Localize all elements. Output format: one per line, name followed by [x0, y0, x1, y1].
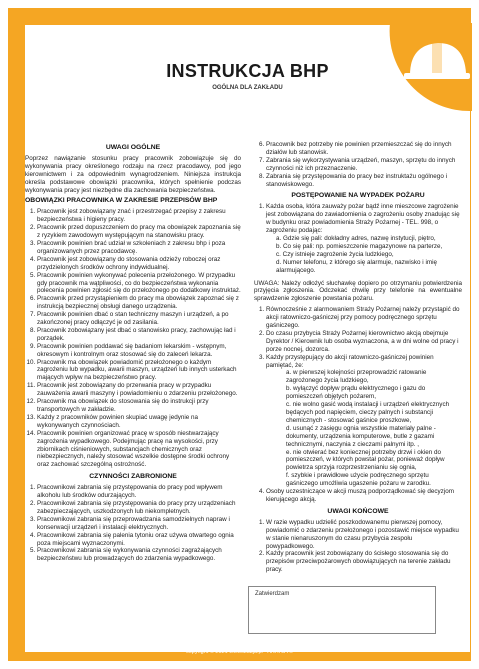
list-item: 1. Równocześnie z alarmowaniem Straży Pożarnej należy przystąpić do akcji ratowniczo-gaśniczej przy pomocy podręcznego sprzętu gaśniczego.	[266, 306, 462, 330]
list-subitem: e. nie otwierać bez koniecznej potrzeby drzwi i okien do pomieszczeń, w których powstał pożar, ponieważ dopływ powietrza sprzyja rozprzestrzenianiu się ognia,	[286, 448, 445, 472]
list-subitem: c. nie wolno gasić wodą instalacji i urządzeń elektrycznych będących pod napięciem, cieczy palnych i substancji chemicznych - stosować gaśnice proszkowe,	[286, 401, 450, 424]
list-subitem: d. Numer telefonu, z którego się alarmuje, nazwisko i imię alarmującego.	[276, 258, 437, 274]
warning-text: UWAGA: Należy odłożyć słuchawkę dopiero po otrzymaniu potwierdzenia przyjęcia zgłoszenia. Odczekać chwilę przy telefonie na ewentualne sprawdzenie zgłoszenie powstania pożaru.	[254, 279, 462, 303]
duties-heading: OBOWIĄZKI PRACOWNIKA W ZAKRESIE PRZEPISÓW BHP	[25, 197, 218, 205]
forbidden-heading: CZYNNOŚCI ZABRONIONE	[89, 473, 177, 481]
list-subitem: c. Czy istnieje zagrożenie życia ludzkiego,	[276, 250, 394, 258]
list-item: 5. Pracownik powinien wykonywać polecenia przełożonego. W przypadku gdy pracownik ma wątpliwości, co do bezpieczeństwa wykonania polecenia powinien zgłosić się do przełożonego po dodatkowy instruktaż.	[37, 272, 241, 296]
signature-label: Zatwierdzam	[255, 591, 290, 597]
list-subitem: a. Gdzie się pali: dokładny adres, nazwę instytucji, piętro,	[276, 234, 436, 242]
list-item	[266, 203, 462, 274]
forbidden-list	[25, 484, 241, 563]
list-item: 6. Pracownik bez potrzeby nie powinien przemieszczać się do innych działów lub stanowisk.	[266, 141, 462, 157]
list-item: 11. Pracownik jest zobowiązany do przerwania pracy w przypadku zauważenia awarii maszyny i powiadomieniu o zdarzeniu przełożonego.	[37, 382, 241, 398]
fire-steps-list	[254, 306, 462, 504]
list-subitem: d. usunąć z zasięgu ognia wszystkie materiały palne - dokumenty, urządzenia komputerowe, butle z gazami technicznymi, naczynia z cieczami palnymi itp. ,	[286, 424, 436, 448]
general-heading: UWAGI OGÓLNE	[105, 144, 161, 151]
list-item: 2. Pracownik przed dopuszczeniem do pracy ma obowiązek zapoznania się z ryzykiem zawodowym występującym na stanowisku pracy.	[37, 224, 241, 240]
list-item: 8. Pracownik zobowiązany jest dbać o stanowisko pracy, zachowując ład i porządek.	[37, 327, 241, 343]
list-item: 13. Każdy z pracowników powinien skupiać uwagę jedynie na wykonywanych czynnościach.	[37, 414, 241, 430]
signature-box	[248, 586, 436, 634]
page-subtitle: OGÓLNA DLA ZAKŁADU	[212, 85, 283, 91]
fire-item-text: Każda osoba, która zauważy pożar bądź inne mieszcowe zagrożenie jest zobowiązana do zawiadomienia o zagrożeniu osoby znadując się w budynku oraz powiadomienia Straży Pożarnej - TEL. 998, o zagrożeniu podając:	[266, 203, 460, 235]
list-item: 3. Pracownik powinien brać udział w szkoleniach z zakresu bhp i poza organizowanych przez pracodawcę.	[37, 240, 241, 256]
list-item: 14. Pracownik powinien organizować pracę w sposób niestwarzający zagrożenia wypadkowego. Podejmując pracę na wysokości, przy zbiornikach ciśnieniowych, substancjach chemicznych oraz niebezpiecznych, należy stosować wszelkie dostępne środki ochrony oraz zachować szczególną ostrożność.	[37, 430, 241, 470]
list-item: 3. Pracownikowi zabrania się przeprowadzania samodzielnych napraw i konserwacji urządzeń i instalacji elektrycznych.	[37, 516, 241, 532]
poster-body	[25, 25, 470, 652]
list-item: 2. Każdy pracownik jest zobowiązany do ścisłego stosowania się do przepisów przeciwpożarowych obowiązujących na terenie zakładu pracy.	[266, 550, 462, 574]
poster-frame	[8, 8, 471, 661]
fire-alarm-list	[254, 203, 462, 274]
final-list	[254, 519, 462, 574]
list-item: 1. Pracownik jest zobowiązany znać i przestrzegać przepisy z zakresu bezpieczeństwa i higieny pracy.	[37, 208, 241, 224]
list-item: 7. Zabrania się wykorzystywania urządzeń, maszyn, sprzętu do innych czynności niż ich przeznaczenie.	[266, 157, 462, 173]
list-item: 1. W razie wypadku udzielić poszkodowanemu pierwszej pomocy, powiadomić o zdarzeniu przełożonego i pozostawić miejsce wypadku w stanie nienaruszonym do czasu przybycia zespołu powypadkowego.	[266, 519, 462, 551]
final-heading: UWAGI KOŃCOWE	[327, 507, 389, 515]
list-item: 4. Pracownikowi zabrania się palenia tytoniu oraz używa otwartego ognia poza miejscami wyznaczonymi.	[37, 532, 241, 548]
list-item	[266, 354, 462, 488]
duties-list-continued	[254, 141, 462, 188]
fire-step-text: Każdy przystępujący do akcji ratowniczo-gaśniczej powinien pamiętać, że:	[266, 353, 434, 369]
list-subitem: b. Co się pali: np. pomieszczenie magazynowe na parterze,	[276, 242, 443, 250]
list-subitem: a. w pierwszej kolejności przeprowadzić ratowanie zagrożonego życia ludzkiego,	[286, 369, 427, 385]
list-subitem: b. wyłączyć dopływ prądu elektrycznego i gazu do pomieszczeń objętych pożarem,	[286, 385, 426, 401]
left-column	[25, 141, 241, 567]
list-item: 4. Pracownik jest zobowiązany do stosowania odzieży roboczej oraz przydzielonych środków ochrony indywidualnej.	[37, 256, 241, 272]
list-subitem: f. szybkie i prawidłowe użycie podręcznego sprzętu gaśniczego umożliwia ugaszenie pożaru w zarodku.	[286, 472, 431, 488]
list-item: 7. Pracownik powinien dbać o stan techniczny maszyn i urządzeń, a po zakończonej pracy odłączyć je od zasilania.	[37, 311, 241, 327]
list-item: 9. Pracownik powinien poddawać się badaniom lekarskim - wstępnym, okresowym i kontrolnym oraz stosować się do zaleceń lekarza.	[37, 343, 241, 359]
duties-list	[25, 208, 241, 469]
general-text: Poprzez nawiązanie stosunku pracy pracownik zobowiązuje się do wykonywania pracy określonego rodzaju na rzecz pracodawcy, pod jego kierownictwem i za odpowiednim wynagrodzeniem. Niniejsza instrukcja określa podstawowe obowiązki pracownika, których spełnienie podczas wykonywania pracy jest niezbędne dla zachowania bezpieczeństwa.	[25, 154, 241, 194]
list-item: 12. Pracownik ma obowiązek do stosowania się do instrukcji przy transportowych w zakładzie.	[37, 398, 241, 414]
list-item: 5. Pracownikowi zabrania się wykonywania czynności zagrażających bezpieczeństwu lub prowadzących do zdarzenia wypadkowego.	[37, 547, 241, 563]
list-item: 8. Zabrania się przystępowania do pracy bez instruktażu ogólnego i stanowiskowego.	[266, 173, 462, 189]
fire-heading: POSTĘPOWANIE NA WYPADEK POŻARU	[291, 192, 425, 200]
list-item: 1. Pracownikowi zabrania się przystępowania do pracy pod wpływem alkoholu lub środków odurzających.	[37, 484, 241, 500]
page-title: INSTRUKCJA BHP	[166, 61, 329, 81]
right-column	[254, 141, 462, 578]
list-item: 6. Pracownik przed przystąpieniem do pracy ma obowiązek zapoznać się z instrukcją bezpiecznej obsługi danego urządzenia.	[37, 295, 241, 311]
footer-copyright: copyright © 2021 www.akatja.pl · AKATJA ©	[185, 649, 294, 655]
list-item: 2. Do czasu przybycia Straży Pożarnej kierownictwo akcją obejmuje Dyrektor / Kierownik lub osoba wyznaczona, a w dni wolne od pracy i porze nocnej, dozorca.	[266, 330, 462, 354]
list-item: 10. Pracownik ma obowiązek powiadomić przełożonego o każdym zagrożeniu lub wypadku, awarii maszyn, urządzeń lub innych usterkach mających wpływ na bezpieczeństwo pracy.	[37, 359, 241, 383]
list-item: 2. Pracownikowi zabrania się przystępowania do pracy przy urządzeniach zabezpieczających, uszkodzonych lub niekompletnych.	[37, 500, 241, 516]
list-item: 4. Osoby uczestniczące w akcji muszą podporządkować się decyzjom kierującego akcją.	[266, 488, 462, 504]
